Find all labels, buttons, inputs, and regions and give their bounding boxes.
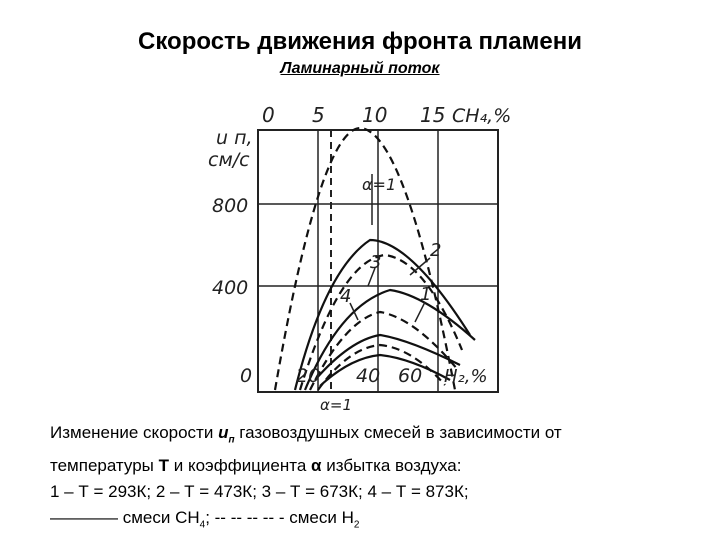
- caption-text: температуры: [50, 456, 159, 476]
- curve-label-1: 1: [420, 284, 432, 305]
- caption-subscript: 2: [353, 519, 360, 531]
- caption-text: ; -- -- -- -- - смеси Н: [205, 508, 354, 528]
- y-tick-label: 400: [212, 277, 249, 299]
- y-axis-unit: см/с: [208, 149, 250, 171]
- caption-line-4: [50, 505, 690, 538]
- bottom-tick-label: 0: [240, 365, 253, 387]
- bottom-tick-label: 40: [356, 365, 381, 387]
- curve-label-3: 3: [370, 252, 382, 273]
- caption-text: Изменение скорости: [50, 423, 219, 442]
- page-title: Скорость движения фронта пламени: [138, 28, 582, 55]
- curve-label-2: 2: [430, 240, 442, 261]
- curve-h2-3: [310, 312, 458, 390]
- curve-label-4: 4: [340, 286, 352, 307]
- leader-1: [415, 302, 425, 322]
- caption-symbol-sub: п: [228, 434, 235, 446]
- caption-line-2: [50, 453, 690, 479]
- caption-text: газовоздушных смесей в зависимости от: [234, 423, 562, 442]
- alpha-bottom-annotation: α=1: [320, 396, 352, 414]
- bottom-tick-label: 60: [398, 365, 423, 387]
- top-tick-label: 5: [312, 103, 325, 127]
- bottom-axis-label: H₂,%: [444, 366, 488, 387]
- chart-svg: [200, 90, 520, 420]
- y-axis-label: u п,: [216, 127, 253, 149]
- caption-line-3: 1 – Т = 293К; 2 – Т = 473К; 3 – Т = 673К; 4 – Т = 873К;: [50, 482, 469, 502]
- caption-symbol-T: Т: [158, 456, 170, 476]
- y-tick-label: 800: [212, 195, 249, 217]
- alpha-top-annotation: α=1: [362, 175, 397, 194]
- caption-symbol-alpha: α: [311, 456, 322, 476]
- caption-symbol-u: u: [218, 423, 229, 442]
- top-tick-label: 10: [362, 103, 388, 127]
- top-tick-label: 0: [262, 103, 275, 127]
- figure-caption: [50, 420, 690, 539]
- caption-line-1: [50, 420, 690, 453]
- caption-subscript: 4: [199, 519, 206, 531]
- top-tick-label: 15: [420, 103, 446, 127]
- caption-text: ———— смеси СН: [50, 508, 200, 528]
- caption-text: и коэффициента: [169, 456, 312, 476]
- top-axis-label: CH₄,%: [452, 105, 512, 127]
- bottom-tick-label: 20: [296, 365, 321, 387]
- flame-speed-chart: [200, 90, 520, 420]
- caption-text: избытка воздуха:: [321, 456, 462, 476]
- page-subtitle: Ламинарный поток: [280, 60, 440, 77]
- curve-h2-4: [318, 345, 445, 390]
